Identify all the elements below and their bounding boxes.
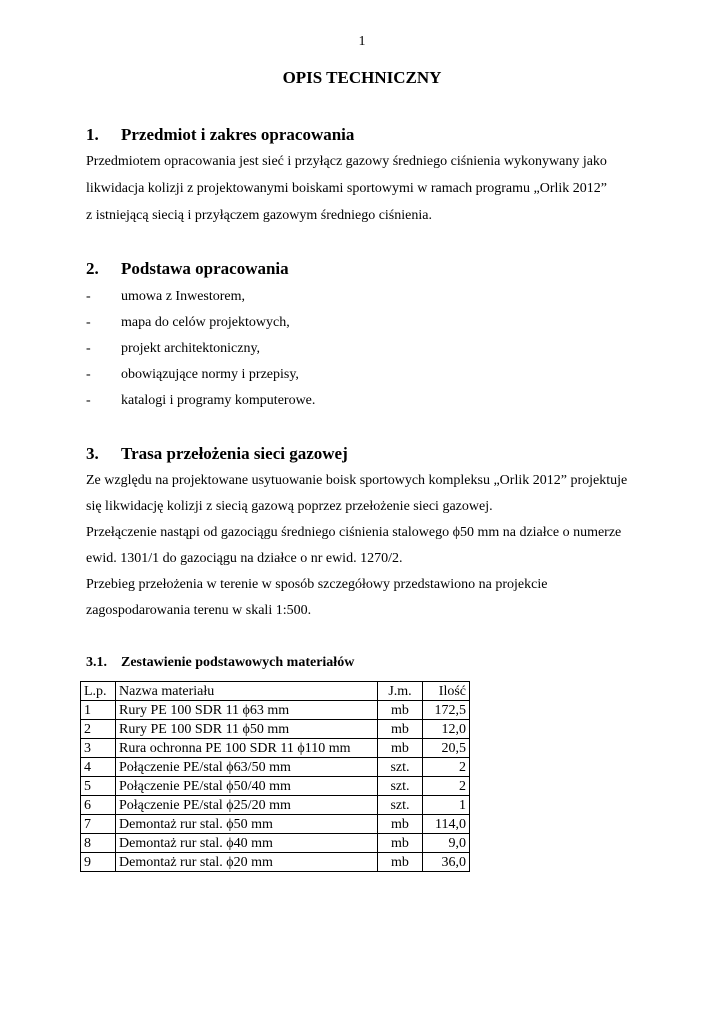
paragraph-line: Przebieg przełożenia w terenie w sposób szczegółowy przedstawiono na projekcie bbox=[86, 577, 548, 592]
subsection-title: Zestawienie podstawowych materiałów bbox=[121, 655, 355, 670]
table-row bbox=[81, 777, 470, 796]
cell-quantity: 9,0 bbox=[423, 834, 470, 853]
cell-lp: 7 bbox=[81, 815, 116, 834]
cell-lp: 8 bbox=[81, 834, 116, 853]
cell-name: Połączenie PE/stal ϕ63/50 mm bbox=[116, 758, 378, 777]
cell-name: Demontaż rur stal. ϕ40 mm bbox=[116, 834, 378, 853]
cell-quantity: 2 bbox=[423, 777, 470, 796]
subsection-heading bbox=[86, 655, 354, 671]
cell-name: Rury PE 100 SDR 11 ϕ63 mm bbox=[116, 701, 378, 720]
section-title: Przedmiot i zakres opracowania bbox=[121, 125, 355, 144]
cell-lp: 1 bbox=[81, 701, 116, 720]
section-number: 2. bbox=[86, 259, 99, 278]
cell-unit: mb bbox=[378, 701, 423, 720]
section-number: 3. bbox=[86, 444, 99, 463]
list-item bbox=[86, 393, 315, 409]
list-item-text: obowiązujące normy i przepisy, bbox=[121, 367, 299, 382]
section-1-heading bbox=[86, 125, 354, 145]
cell-name: Rura ochronna PE 100 SDR 11 ϕ110 mm bbox=[116, 739, 378, 758]
list-item bbox=[86, 367, 299, 383]
table-row bbox=[81, 701, 470, 720]
list-item-text: umowa z Inwestorem, bbox=[121, 289, 246, 304]
bullet-dash: - bbox=[86, 289, 91, 304]
table-row bbox=[81, 853, 470, 872]
cell-quantity: 172,5 bbox=[423, 701, 470, 720]
bullet-dash: - bbox=[86, 341, 91, 356]
header-quantity: Ilość bbox=[423, 682, 470, 701]
cell-unit: mb bbox=[378, 739, 423, 758]
cell-lp: 5 bbox=[81, 777, 116, 796]
cell-quantity: 12,0 bbox=[423, 720, 470, 739]
cell-unit: mb bbox=[378, 815, 423, 834]
section-title: Trasa przełożenia sieci gazowej bbox=[121, 444, 348, 463]
cell-unit: mb bbox=[378, 834, 423, 853]
cell-unit: szt. bbox=[378, 777, 423, 796]
bullet-dash: - bbox=[86, 367, 91, 382]
table-row bbox=[81, 834, 470, 853]
cell-quantity: 114,0 bbox=[423, 815, 470, 834]
list-item bbox=[86, 289, 245, 305]
paragraph-line: ewid. 1301/1 do gazociągu na działce o nr ewid. 1270/2. bbox=[86, 551, 403, 566]
cell-lp: 9 bbox=[81, 853, 116, 872]
cell-unit: szt. bbox=[378, 796, 423, 815]
cell-name: Demontaż rur stal. ϕ20 mm bbox=[116, 853, 378, 872]
cell-lp: 6 bbox=[81, 796, 116, 815]
header-lp: L.p. bbox=[81, 682, 116, 701]
section-number: 1. bbox=[86, 125, 99, 144]
cell-name: Rury PE 100 SDR 11 ϕ50 mm bbox=[116, 720, 378, 739]
paragraph-line: likwidacja kolizji z projektowanymi boiskami sportowymi w ramach programu „Orlik 2012” bbox=[86, 181, 607, 196]
cell-lp: 3 bbox=[81, 739, 116, 758]
table-row bbox=[81, 796, 470, 815]
cell-quantity: 1 bbox=[423, 796, 470, 815]
bullet-dash: - bbox=[86, 315, 91, 330]
cell-name: Połączenie PE/stal ϕ50/40 mm bbox=[116, 777, 378, 796]
cell-unit: szt. bbox=[378, 758, 423, 777]
section-3-heading bbox=[86, 444, 348, 464]
list-item-text: mapa do celów projektowych, bbox=[121, 315, 290, 330]
cell-quantity: 20,5 bbox=[423, 739, 470, 758]
page-number: 1 bbox=[358, 34, 366, 49]
list-item bbox=[86, 315, 290, 331]
paragraph-line: Ze względu na projektowane usytuowanie boisk sportowych kompleksu „Orlik 2012” projektuje bbox=[86, 473, 628, 488]
paragraph-line: Przedmiotem opracowania jest sieć i przyłącz gazowy średniego ciśnienia wykonywany jako bbox=[86, 154, 607, 169]
subsection-number: 3.1. bbox=[86, 655, 107, 670]
table-row bbox=[81, 758, 470, 777]
cell-unit: mb bbox=[378, 853, 423, 872]
section-title: Podstawa opracowania bbox=[121, 259, 289, 278]
materials-table bbox=[80, 681, 470, 872]
table-row bbox=[81, 815, 470, 834]
paragraph-line: z istniejącą siecią i przyłączem gazowym średniego ciśnienia. bbox=[86, 208, 432, 223]
cell-lp: 4 bbox=[81, 758, 116, 777]
bullet-dash: - bbox=[86, 393, 91, 408]
list-item-text: katalogi i programy komputerowe. bbox=[121, 393, 316, 408]
header-name: Nazwa materiału bbox=[116, 682, 378, 701]
cell-unit: mb bbox=[378, 720, 423, 739]
table-row bbox=[81, 739, 470, 758]
cell-quantity: 36,0 bbox=[423, 853, 470, 872]
cell-name: Połączenie PE/stal ϕ25/20 mm bbox=[116, 796, 378, 815]
cell-quantity: 2 bbox=[423, 758, 470, 777]
cell-lp: 2 bbox=[81, 720, 116, 739]
section-2-heading bbox=[86, 259, 289, 279]
paragraph-line: Przełączenie nastąpi od gazociągu średniego ciśnienia stalowego ϕ50 mm na działce o numerze bbox=[86, 525, 622, 540]
page-title: OPIS TECHNICZNY bbox=[282, 68, 442, 87]
cell-name: Demontaż rur stal. ϕ50 mm bbox=[116, 815, 378, 834]
list-item bbox=[86, 341, 260, 357]
header-unit: J.m. bbox=[378, 682, 423, 701]
list-item-text: projekt architektoniczny, bbox=[121, 341, 261, 356]
table-header-row bbox=[81, 682, 470, 701]
table-row bbox=[81, 720, 470, 739]
paragraph-line: zagospodarowania terenu w skali 1:500. bbox=[86, 603, 312, 618]
paragraph-line: się likwidację kolizji z siecią gazową poprzez przełożenie sieci gazowej. bbox=[86, 499, 493, 514]
